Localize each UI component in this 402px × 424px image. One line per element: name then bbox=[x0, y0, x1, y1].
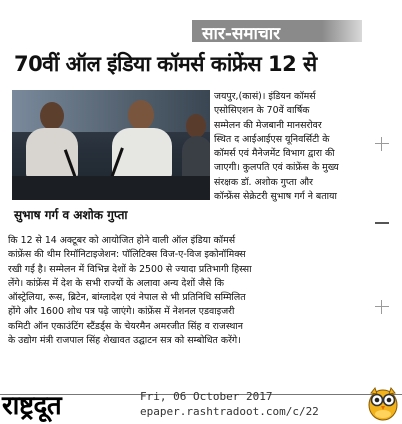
text-line: रखी गई है। सम्मेलन में विभिन्न देशों के 2500 से ज्यादा प्रतिभागी हिस्सा bbox=[8, 263, 252, 275]
crop-dash-icon bbox=[375, 222, 389, 224]
headline: 70वीं ऑल इंडिया कॉमर्स कांफ्रेंस 12 से bbox=[14, 52, 317, 76]
section-banner bbox=[192, 20, 362, 42]
text-line: ऑस्ट्रेलिया, रूस, ब्रिटेन, बांग्लादेश एवं नेपाल से भी प्रतिनिधि सम्मिलित bbox=[8, 292, 246, 304]
text-line: स्थित द आईआईएस यूनिवर्सिटी के bbox=[214, 133, 330, 145]
text-line: एसोसिएशन के 70वें वार्षिक bbox=[214, 105, 310, 117]
text-line: जयपुर,(कासं)। इंडियन कॉमर्स bbox=[214, 91, 316, 102]
crop-plus-icon bbox=[375, 137, 389, 151]
photo-table bbox=[12, 176, 210, 200]
text-line: कांफ्रेंस की थीम रिमॉनिटाइजेशन: पॉलिटिक्स विज-ए-विज इकोनॉमिक्स bbox=[8, 249, 246, 261]
newspaper-masthead: राष्ट्रदूत bbox=[2, 391, 62, 421]
crop-plus-icon bbox=[375, 300, 389, 314]
text-line: कि 12 से 14 अक्टूबर को आयोजित होने वाली ऑल इंडिया कॉमर्स bbox=[8, 235, 236, 246]
section-label: सार-समाचार bbox=[202, 24, 281, 42]
article-body bbox=[8, 234, 362, 348]
banner-gradient bbox=[322, 20, 362, 42]
text-line: संरक्षक डॉ. अशोक गुप्ता और bbox=[214, 176, 313, 188]
news-photo bbox=[12, 90, 210, 200]
text-line: जाएगी। कुलपति एवं कांफ्रेंस के मुख्य bbox=[214, 162, 339, 174]
edition-date: Fri, 06 October 2017 bbox=[140, 390, 273, 403]
text-line: लेंगे। कांफ्रेंस में देश के सभी राज्यों के अलावा अन्य देशों जैसे कि bbox=[8, 277, 225, 289]
photo-caption: सुभाष गर्ग व अशोक गुप्ता bbox=[14, 208, 128, 222]
text-line: कमिटी ऑन एकाउंटिंग स्टैंडर्ड्स के चेयरमैन अमरजीत सिंह व राजस्थान bbox=[8, 320, 243, 332]
text-line: के उद्योग मंत्री राजपाल सिंह शेखावत उद्घाटन सत्र को सम्बोधित करेंगे। bbox=[8, 335, 241, 347]
text-line: कॉमर्स एवं मैनेजमेंट विभाग द्वारा की bbox=[214, 148, 335, 160]
epaper-url[interactable]: epaper.rashtradoot.com/c/22 bbox=[140, 405, 319, 418]
text-line: होंगे और 1600 शोध पत्र पढ़े जाएंगे। कांफ्रेंस में नेशनल एडवाइजरी bbox=[8, 306, 235, 318]
text-line: कॉन्फ्रेंस सेक्रेटरी सुभाष गर्ग ने बताया bbox=[214, 191, 337, 203]
text-line: सम्मेलन की मेजबानी मानसरोवर bbox=[214, 119, 322, 131]
owl-mascot-icon bbox=[366, 385, 400, 421]
side-column-text bbox=[214, 90, 360, 204]
